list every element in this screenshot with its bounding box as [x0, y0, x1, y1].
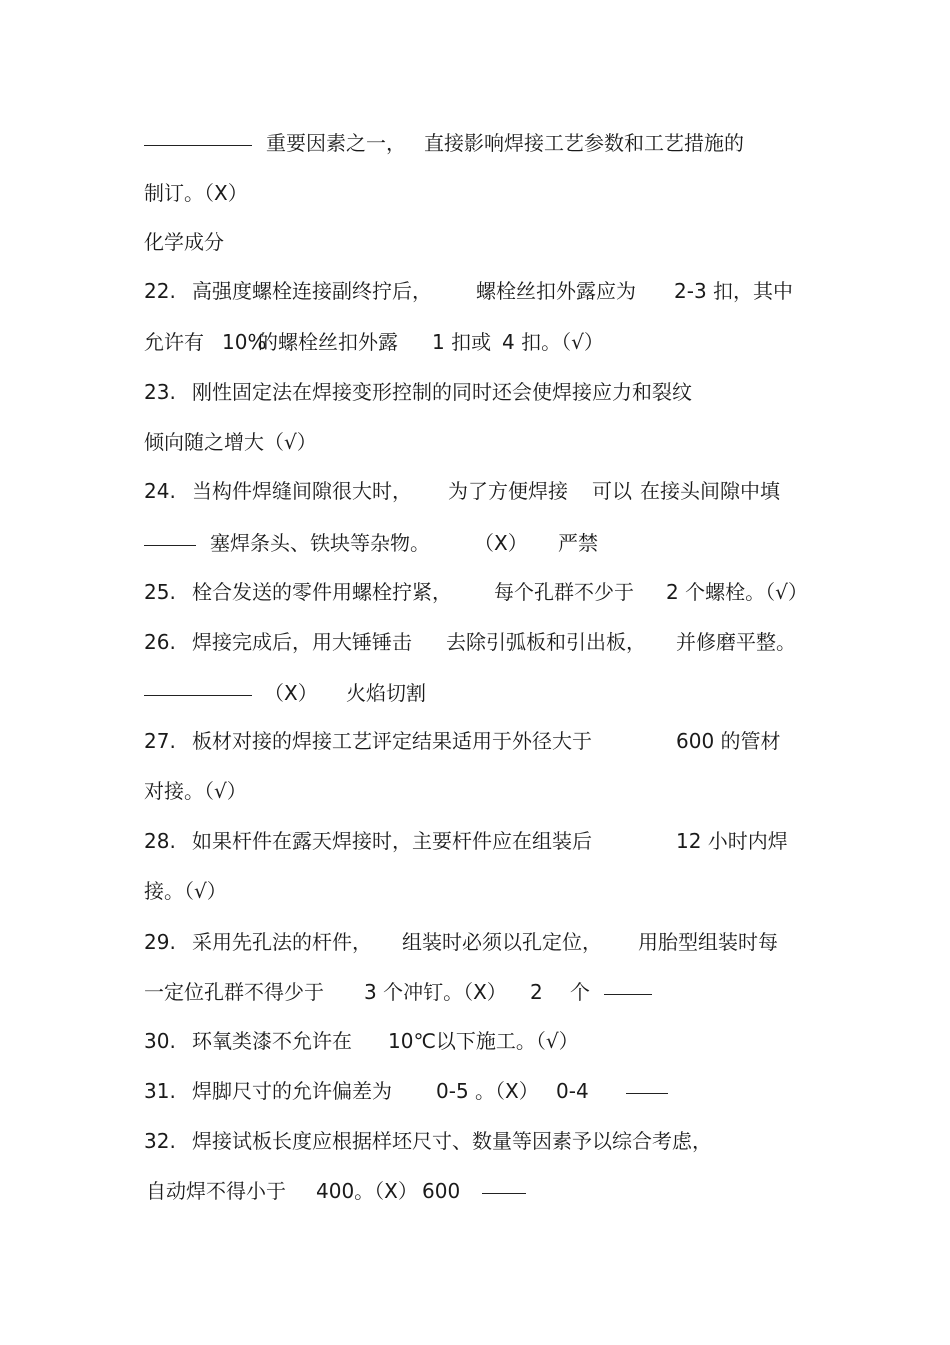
blank-underline [482, 1193, 526, 1194]
text-segment: 焊接试板长度应根据样坯尺寸、数量等因素予以综合考虑， [192, 1129, 712, 1153]
question-number: 25. [144, 580, 176, 604]
text-segment: 直接影响焊接工艺参数和工艺措施的 [424, 131, 744, 155]
text-segment: 一定位孔群不得少于 [144, 980, 324, 1004]
text-segment: 去除引弧板和引出板， [446, 630, 646, 654]
question-number: 28. [144, 829, 176, 853]
text-segment: 接。（√） [144, 879, 227, 903]
text-segment: 在接头间隙中填 [640, 479, 780, 503]
text-segment: 1 扣或 [432, 330, 492, 354]
text-segment: 600 的管材 [676, 729, 781, 753]
text-segment: 10% [222, 330, 267, 354]
answer-text: 严禁 [558, 531, 598, 555]
question-number: 27. [144, 729, 176, 753]
text-segment: 组装时必须以孔定位， [402, 930, 602, 954]
text-segment: 塞焊条头、铁块等杂物。 [210, 531, 430, 555]
text-segment: 每个孔群不少于 [494, 580, 634, 604]
text-segment: 3 个冲钉。（X） [364, 980, 507, 1004]
answer-text: 2 [530, 980, 543, 1004]
text-segment: （X） [264, 681, 318, 705]
text-segment: 如果杆件在露天焊接时，主要杆件应在组装后 [192, 829, 592, 853]
question-number: 22. [144, 279, 176, 303]
blank-underline [144, 695, 252, 696]
question-number: 31. [144, 1079, 176, 1103]
question-number: 32. [144, 1129, 176, 1153]
text-segment: 2-3 扣，其中 [674, 279, 794, 303]
blank-underline [604, 994, 652, 995]
text-segment: 的螺栓丝扣外露 [258, 330, 398, 354]
text-segment: 螺栓丝扣外露应为 [476, 279, 636, 303]
text-segment: 焊脚尺寸的允许偏差为 [192, 1079, 392, 1103]
blank-underline [144, 545, 196, 546]
text-segment: 对接。（√） [144, 779, 247, 803]
text-segment: 环氧类漆不允许在 [192, 1029, 352, 1053]
question-number: 26. [144, 630, 176, 654]
answer-text: 火焰切割 [346, 681, 426, 705]
text-segment: 当构件焊缝间隙很大时， [192, 479, 412, 503]
text-segment: 板材对接的焊接工艺评定结果适用于外径大于 [192, 729, 592, 753]
text-segment: 10℃以下施工。（√） [388, 1029, 579, 1053]
text-segment: （X） [474, 531, 528, 555]
text-segment: 12 小时内焊 [676, 829, 788, 853]
question-number: 29. [144, 930, 176, 954]
question-number: 23. [144, 380, 176, 404]
text-segment: 重要因素之一， [266, 131, 406, 155]
text-segment: 可以 [592, 479, 632, 503]
answer-text: 600 [422, 1179, 461, 1203]
text-segment: 为了方便焊接 [448, 479, 568, 503]
answer-text: 个 [570, 980, 590, 1004]
question-number: 24. [144, 479, 176, 503]
text-segment: 用胎型组装时每 [638, 930, 778, 954]
text-segment: 制订。（X） [144, 181, 248, 205]
text-segment: 栓合发送的零件用螺栓拧紧， [192, 580, 452, 604]
text-segment: 倾向随之增大（√） [144, 430, 317, 454]
question-number: 30. [144, 1029, 176, 1053]
text-segment: 刚性固定法在焊接变形控制的同时还会使焊接应力和裂纹 [192, 380, 692, 404]
text-segment: 自动焊不得小于 [146, 1179, 286, 1203]
blank-underline [144, 145, 252, 146]
answer-text: 0-4 [556, 1079, 589, 1103]
text-segment: 并修磨平整。 [676, 630, 796, 654]
answer-text: 化学成分 [144, 230, 224, 254]
text-segment: 焊接完成后，用大锤锤击 [192, 630, 412, 654]
text-segment: 高强度螺栓连接副终拧后， [192, 279, 432, 303]
text-segment: 2 个螺栓。（√） [666, 580, 808, 604]
text-segment: 0-5 。（X） [436, 1079, 539, 1103]
text-segment: 400。（X） [316, 1179, 418, 1203]
text-segment: 采用先孔法的杆件， [192, 930, 372, 954]
text-segment: 允许有 [144, 330, 204, 354]
blank-underline [626, 1093, 668, 1094]
text-segment: 4 扣。（√） [502, 330, 604, 354]
